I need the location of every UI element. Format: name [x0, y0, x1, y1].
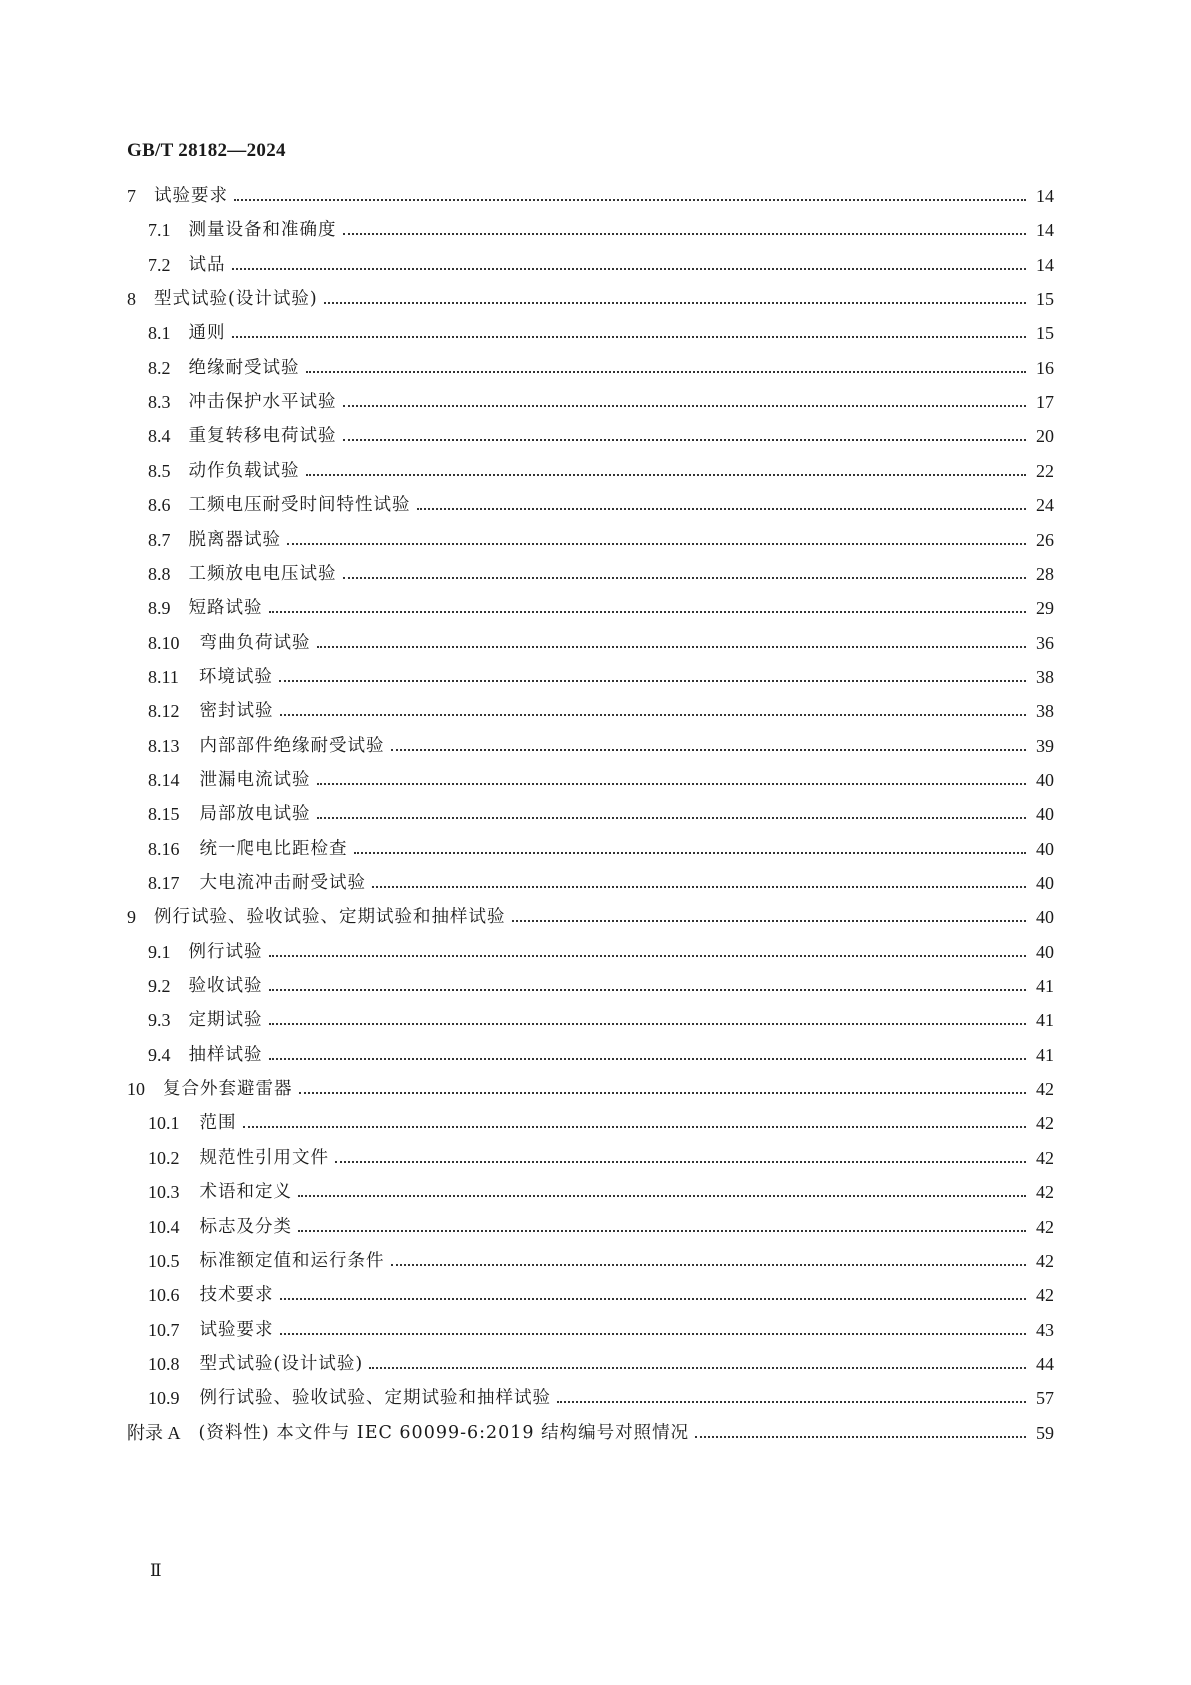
toc-entry-page: 43: [1036, 1319, 1054, 1340]
toc-dot-leader: [280, 1333, 1027, 1335]
toc-entry-number: 9.3: [148, 1010, 171, 1031]
toc-entry[interactable]: [148, 216, 1054, 244]
toc-entry-title: 例行试验: [188, 941, 263, 962]
toc-entry-page: 15: [1036, 289, 1054, 310]
toc-dot-leader: [343, 577, 1027, 579]
toc-entry-title: 测量设备和准确度: [188, 220, 337, 241]
toc-entry[interactable]: [148, 972, 1054, 1000]
toc-entry-page: 44: [1036, 1353, 1054, 1374]
toc-entry-title: 工频电压耐受时间特性试验: [188, 495, 411, 516]
toc-entry-page: 41: [1036, 1044, 1054, 1065]
toc-dot-leader: [280, 714, 1027, 716]
toc-entry-number: 9: [127, 907, 136, 928]
toc-entry-title: 大电流冲击耐受试验: [199, 873, 366, 893]
toc-dot-leader: [269, 1058, 1027, 1060]
toc-entry-number: 10.7: [148, 1319, 180, 1340]
toc-entry-title: 标志及分类: [199, 1216, 292, 1237]
toc-dot-leader: [354, 852, 1027, 854]
toc-entry-page: 42: [1036, 1250, 1054, 1271]
toc-dot-leader: [298, 1195, 1026, 1197]
toc-entry[interactable]: [127, 285, 1054, 313]
toc-dot-leader: [343, 439, 1027, 441]
toc-entry-number: 10.3: [148, 1182, 180, 1203]
toc-entry[interactable]: [127, 182, 1054, 210]
toc-entry-page: 40: [1036, 873, 1054, 893]
toc-dot-leader: [417, 508, 1027, 510]
toc-dot-leader: [232, 336, 1027, 338]
toc-entry[interactable]: [148, 1213, 1054, 1241]
toc-entry-page: 42: [1036, 1079, 1054, 1100]
toc-dot-leader: [306, 371, 1027, 373]
toc-dot-leader: [306, 474, 1027, 476]
toc-entry-number: 8: [127, 289, 136, 310]
toc-dot-leader: [317, 783, 1027, 785]
toc-entry-title: 复合外套避雷器: [163, 1079, 293, 1100]
toc-dot-leader: [287, 543, 1026, 545]
toc-entry-title: 密封试验: [199, 701, 274, 722]
toc-entry-page: 57: [1036, 1388, 1054, 1409]
toc-entry-number: 10.5: [148, 1250, 180, 1271]
toc-entry-number: 8.12: [148, 701, 180, 722]
toc-entry[interactable]: [148, 560, 1054, 588]
toc-entry[interactable]: [148, 663, 1054, 691]
toc-entry-number: 8.14: [148, 769, 180, 790]
toc-entry[interactable]: [148, 1247, 1054, 1275]
toc-entry[interactable]: [148, 1350, 1054, 1378]
toc-entry-number: 10.9: [148, 1388, 180, 1409]
toc-entry-title: 试验要求: [154, 186, 228, 206]
toc-dot-leader: [391, 749, 1027, 751]
toc-dot-leader: [391, 1264, 1027, 1266]
toc-entry-page: 14: [1036, 220, 1054, 241]
toc-entry-page: 26: [1036, 529, 1054, 550]
toc-entry-page: 17: [1036, 392, 1054, 413]
toc-entry-page: 40: [1036, 907, 1054, 928]
toc-dot-leader: [335, 1161, 1026, 1163]
toc-entry-title: 定期试验: [188, 1010, 263, 1031]
toc-dot-leader: [324, 302, 1026, 304]
toc-dot-leader: [512, 920, 1027, 922]
toc-entry-page: 24: [1036, 495, 1054, 516]
toc-entry[interactable]: [148, 629, 1054, 657]
toc-entry-number: 9.4: [148, 1044, 171, 1065]
toc-entry-title: 例行试验、验收试验、定期试验和抽样试验: [154, 907, 506, 928]
toc-entry[interactable]: [148, 319, 1054, 347]
toc-entry-page: 22: [1036, 460, 1054, 481]
toc-entry[interactable]: [148, 1144, 1054, 1172]
toc-entry-number: 9.2: [148, 976, 171, 997]
toc-entry-page: 36: [1036, 632, 1054, 653]
toc-entry[interactable]: [148, 1316, 1054, 1344]
toc-entry[interactable]: [148, 354, 1054, 382]
toc-entry[interactable]: [127, 903, 1054, 931]
toc-entry-number: 8.3: [148, 392, 171, 413]
toc-entry-title: 技术要求: [199, 1285, 274, 1306]
toc-dot-leader: [280, 1298, 1027, 1300]
toc-entry-number: 10.4: [148, 1216, 180, 1237]
toc-entry-page: 38: [1036, 666, 1054, 687]
toc-entry[interactable]: [148, 422, 1054, 450]
toc-entry[interactable]: [148, 457, 1054, 485]
toc-entry-title: 重复转移电荷试验: [188, 426, 337, 447]
toc-entry-title: 规范性引用文件: [199, 1147, 329, 1168]
toc-entry[interactable]: [148, 869, 1054, 897]
toc-entry-page: 42: [1036, 1285, 1054, 1306]
toc-entry-page: 38: [1036, 701, 1054, 722]
toc-entry-title: 试验要求: [199, 1319, 274, 1340]
toc-entry-page: 14: [1036, 254, 1054, 275]
toc-entry-page: 42: [1036, 1147, 1054, 1168]
toc-entry-number: 8.13: [148, 735, 180, 756]
toc-entry-page: 42: [1036, 1182, 1054, 1203]
toc-entry-title: 短路试验: [188, 598, 263, 619]
toc-entry-number: 8.16: [148, 838, 180, 859]
toc-entry[interactable]: [148, 1041, 1054, 1069]
toc-dot-leader: [343, 233, 1027, 235]
toc-entry-title: 抽样试验: [188, 1044, 263, 1065]
toc-entry-page: 20: [1036, 426, 1054, 447]
toc-entry-number: 8.5: [148, 460, 171, 481]
toc-entry-title: 脱离器试验: [188, 529, 281, 550]
toc-entry[interactable]: [148, 800, 1054, 828]
toc-entry-title: 型式试验(设计试验): [199, 1353, 364, 1374]
toc-entry-number: 8.1: [148, 323, 171, 344]
toc-dot-leader: [279, 680, 1026, 682]
toc-entry-number: 10.1: [148, 1113, 180, 1134]
toc-entry-page: 40: [1036, 941, 1054, 962]
toc-entry-title: 局部放电试验: [199, 804, 311, 825]
toc-entry[interactable]: [148, 1384, 1054, 1412]
toc-entry-page: 16: [1036, 357, 1054, 378]
toc-entry-page: 40: [1036, 838, 1054, 859]
toc-entry[interactable]: [148, 835, 1054, 863]
toc-dot-leader: [232, 268, 1027, 270]
toc-dot-leader: [695, 1436, 1026, 1438]
toc-entry-title: 术语和定义: [199, 1182, 292, 1203]
toc-entry[interactable]: [148, 1178, 1054, 1206]
toc-entry-page: 14: [1036, 186, 1054, 206]
toc-entry-number: 9.1: [148, 941, 171, 962]
toc-entry-number: 7.1: [148, 220, 171, 241]
toc-entry[interactable]: [148, 1006, 1054, 1034]
toc-entry-number: 7.2: [148, 254, 171, 275]
toc-entry-page: 29: [1036, 598, 1054, 619]
toc-entry[interactable]: [148, 732, 1054, 760]
toc-entry-page: 41: [1036, 1010, 1054, 1031]
toc-entry-number: 8.8: [148, 563, 171, 584]
toc-entry-title: 标准额定值和运行条件: [199, 1250, 385, 1271]
toc-entry-title: 验收试验: [188, 976, 263, 997]
toc-entry-title: 环境试验: [198, 666, 273, 687]
toc-dot-leader: [234, 199, 1026, 201]
toc-dot-leader: [269, 1023, 1027, 1025]
toc-entry-title: 绝缘耐受试验: [188, 357, 300, 378]
toc-entry[interactable]: [148, 1109, 1054, 1137]
toc-dot-leader: [243, 1126, 1027, 1128]
toc-entry-title: 弯曲负荷试验: [199, 632, 311, 653]
toc-dot-leader: [269, 989, 1027, 991]
toc-dot-leader: [299, 1092, 1027, 1094]
toc-entry-number: 8.9: [148, 598, 171, 619]
toc-dot-leader: [317, 646, 1027, 648]
toc-dot-leader: [269, 611, 1027, 613]
toc-entry-title: 范围: [199, 1113, 237, 1134]
toc-entry-number: 8.4: [148, 426, 171, 447]
toc-entry[interactable]: [148, 594, 1054, 622]
toc-entry-number: 10.2: [148, 1147, 180, 1168]
toc-entry-number: 8.17: [148, 873, 180, 893]
toc-entry-title: 通则: [188, 323, 226, 344]
toc-entry[interactable]: [127, 1419, 1054, 1447]
toc-entry-page: 40: [1036, 804, 1054, 825]
toc-entry-number: 10.8: [148, 1353, 180, 1374]
toc-entry-title: 泄漏电流试验: [199, 769, 311, 790]
toc-entry-page: 39: [1036, 735, 1054, 756]
toc-entry[interactable]: [148, 526, 1054, 554]
toc-entry-number: 8.15: [148, 804, 180, 825]
toc-entry-title: 内部部件绝缘耐受试验: [199, 735, 385, 756]
toc-entry[interactable]: [148, 491, 1054, 519]
toc-entry-number: 8.10: [148, 632, 180, 653]
toc-entry-number: 8.2: [148, 357, 171, 378]
toc-entry[interactable]: [127, 1075, 1054, 1103]
toc-entry-page: 59: [1036, 1422, 1054, 1443]
toc-entry-title: 例行试验、验收试验、定期试验和抽样试验: [199, 1388, 551, 1409]
toc-entry-page: 42: [1036, 1216, 1054, 1237]
toc-dot-leader: [269, 955, 1027, 957]
toc-dot-leader: [557, 1401, 1026, 1403]
toc-entry-title: 冲击保护水平试验: [188, 392, 337, 413]
toc-dot-leader: [372, 886, 1026, 888]
toc-dot-leader: [369, 1367, 1026, 1369]
toc-dot-leader: [317, 817, 1027, 819]
toc-entry-number: 8.11: [148, 666, 179, 687]
toc-dot-leader: [343, 405, 1027, 407]
toc-entry[interactable]: [148, 938, 1054, 966]
toc-entry-number: 10.6: [148, 1285, 180, 1306]
toc-entry[interactable]: [148, 697, 1054, 725]
toc-entry-title: 动作负载试验: [188, 460, 300, 481]
toc-entry-page: 15: [1036, 323, 1054, 344]
toc-entry-page: 40: [1036, 769, 1054, 790]
toc-entry-number: 10: [127, 1079, 145, 1100]
toc-entry[interactable]: [148, 251, 1054, 279]
toc-entry[interactable]: [148, 1281, 1054, 1309]
toc-entry[interactable]: [148, 766, 1054, 794]
toc-entry-number: 8.6: [148, 495, 171, 516]
toc-entry-number: 8.7: [148, 529, 171, 550]
toc-entry-page: 42: [1036, 1113, 1054, 1134]
toc-entry[interactable]: [148, 388, 1054, 416]
toc-dot-leader: [298, 1230, 1026, 1232]
toc-entry-title: 统一爬电比距检查: [199, 838, 348, 859]
toc-entry-number: 7: [127, 186, 136, 206]
toc-entry-title: (资料性) 本文件与 IEC 60099-6:2019 结构编号对照情况: [198, 1422, 690, 1443]
toc-entry-number: 附录 A: [127, 1422, 181, 1443]
toc-entry-page: 41: [1036, 976, 1054, 997]
toc-entry-title: 试品: [188, 254, 226, 275]
standard-number-header: GB/T 28182—2024: [127, 140, 286, 161]
toc-entry-page: 28: [1036, 563, 1054, 584]
page-number-footer: Ⅱ: [150, 1561, 162, 1580]
toc-entry-title: 型式试验(设计试验): [154, 289, 318, 310]
toc-entry-title: 工频放电电压试验: [188, 563, 337, 584]
